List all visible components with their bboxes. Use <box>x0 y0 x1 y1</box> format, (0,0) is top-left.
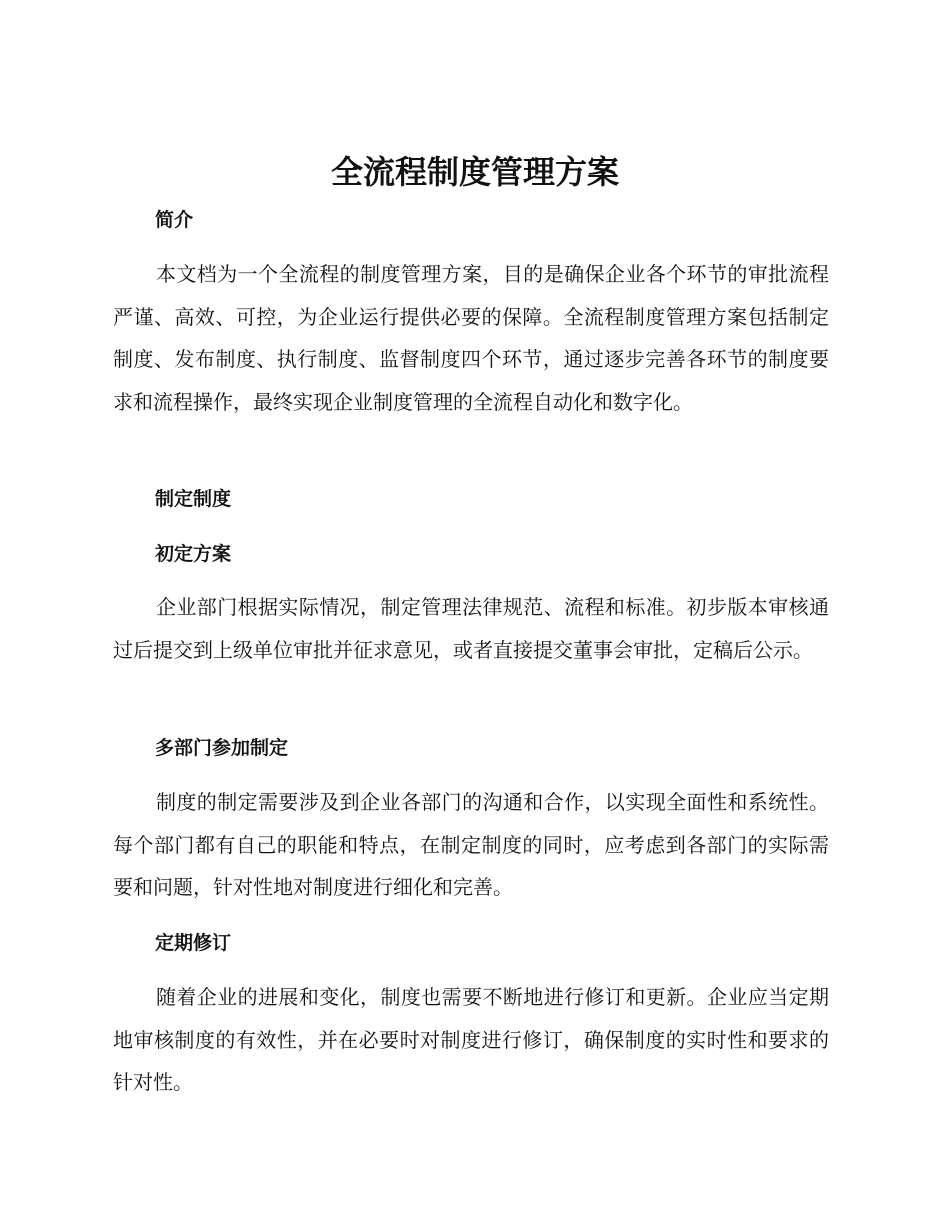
paragraph-regular-revision: 随着企业的进展和变化，制度也需要不断地进行修订和更新。企业应当定期地审核制度的有效性，并在必要时对制度进行修订，确保制度的实时性和要求的针对性。 <box>113 985 829 1094</box>
section-heading-multi-department: 多部门参加制定 <box>155 737 289 759</box>
section-heading-regular-revision: 定期修订 <box>155 932 232 954</box>
section-heading-intro: 简介 <box>155 209 194 231</box>
document-title: 全流程制度管理方案 <box>330 153 619 191</box>
paragraph-draft-plan: 企业部门根据实际情况，制定管理法律规范、流程和标准。初步版本审核通过后提交到上级单位审批并征求意见，或者直接提交董事会审批，定稿后公示。 <box>113 595 829 662</box>
section-heading-make-policy: 制定制度 <box>155 488 232 510</box>
paragraph-multi-department: 制度的制定需要涉及到企业各部门的沟通和合作，以实现全面性和系统性。每个部门都有自己的职能和特点，在制定制度的同时，应考虑到各部门的实际需要和问题，针对性地对制度进行细化和完善。 <box>113 790 829 899</box>
section-heading-draft-plan: 初定方案 <box>155 543 232 565</box>
paragraph-intro: 本文档为一个全流程的制度管理方案，目的是确保企业各个环节的审批流程严谨、高效、可控，为企业运行提供必要的保障。全流程制度管理方案包括制定制度、发布制度、执行制度、监督制度四个环节，通过逐步完善各环节的制度要求和流程操作，最终实现企业制度管理的全流程自动化和数字化。 <box>113 262 829 414</box>
